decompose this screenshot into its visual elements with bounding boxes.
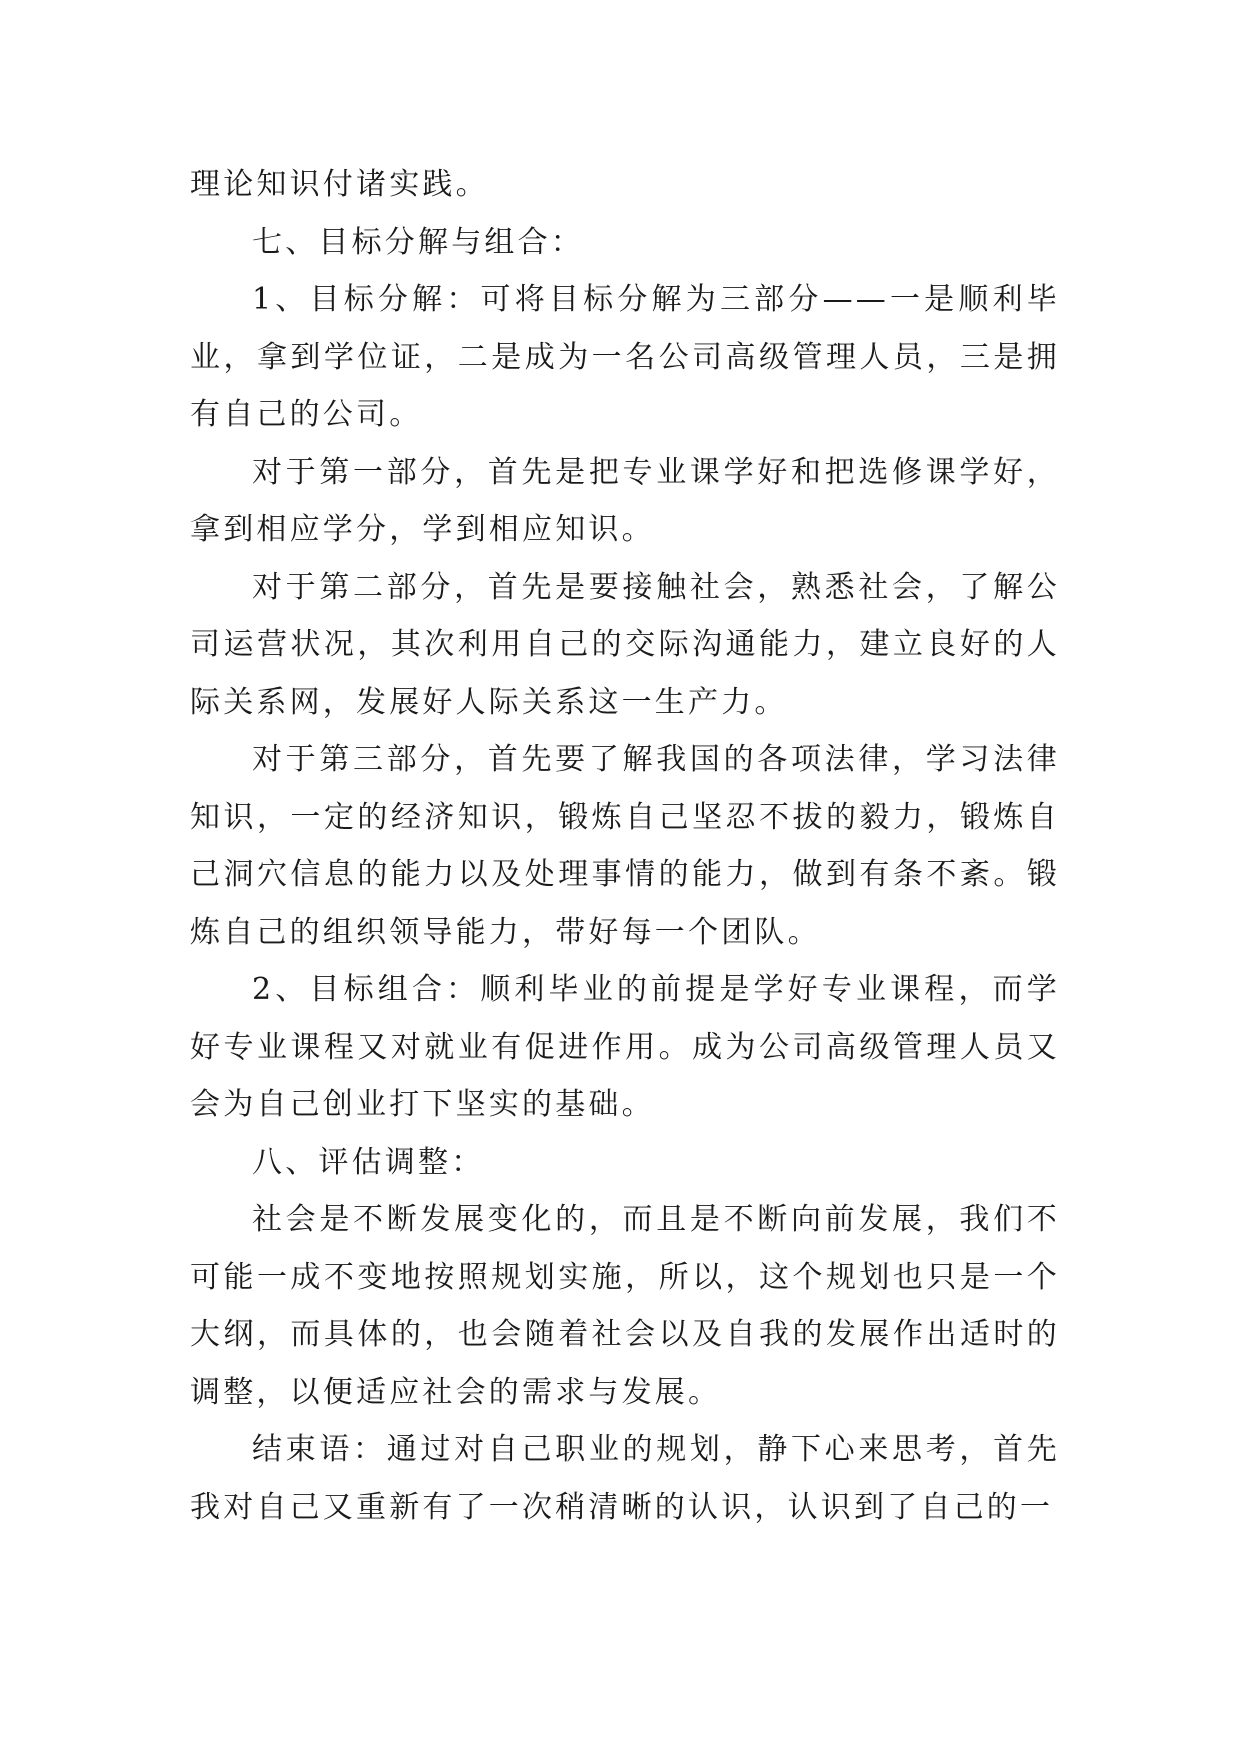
paragraph-continuation: 理论知识付诸实践。 [190, 167, 489, 202]
section-heading-8: 八、评估调整： [252, 1144, 485, 1180]
body-text [190, 156, 1060, 1536]
paragraph-part-one: 对于第一部分，首先是把专业课学好和把选修课学好，拿到相应学分，学到相应知识。 [190, 454, 1060, 547]
paragraph-part-three: 对于第三部分，首先要了解我国的各项法律，学习法律知识，一定的经济知识，锻炼自己坚忍不拔的毅力，锻炼自己洞穴信息的能力以及处理事情的能力，做到有条不紊。锻炼自己的组织领导能力，带好每一个团队。 [190, 742, 1060, 950]
paragraph-evaluation: 社会是不断发展变化的，而且是不断向前发展，我们不可能一成不变地按照规划实施，所以，这个规划也只是一个大纲，而具体的，也会随着社会以及自我的发展作出适时的调整，以便适应社会的需求与发展。 [190, 1202, 1060, 1410]
paragraph-part-two: 对于第二部分，首先是要接触社会，熟悉社会，了解公司运营状况，其次利用自己的交际沟通能力，建立良好的人际关系网，发展好人际关系这一生产力。 [190, 569, 1060, 720]
paragraph-conclusion: 结束语：通过对自己职业的规划，静下心来思考，首先我对自己又重新有了一次稍清晰的认识，认识到了自己的一 [190, 1432, 1060, 1525]
paragraph-goal-combination: 2、目标组合：顺利毕业的前提是学好专业课程，而学好专业课程又对就业有促进作用。成为公司高级管理人员又会为自己创业打下坚实的基础。 [190, 972, 1060, 1122]
paragraph-goal-breakdown: 1、目标分解：可将目标分解为三部分——一是顺利毕业，拿到学位证，二是成为一名公司高级管理人员，三是拥有自己的公司。 [190, 282, 1060, 432]
section-heading-7: 七、目标分解与组合： [252, 224, 584, 260]
